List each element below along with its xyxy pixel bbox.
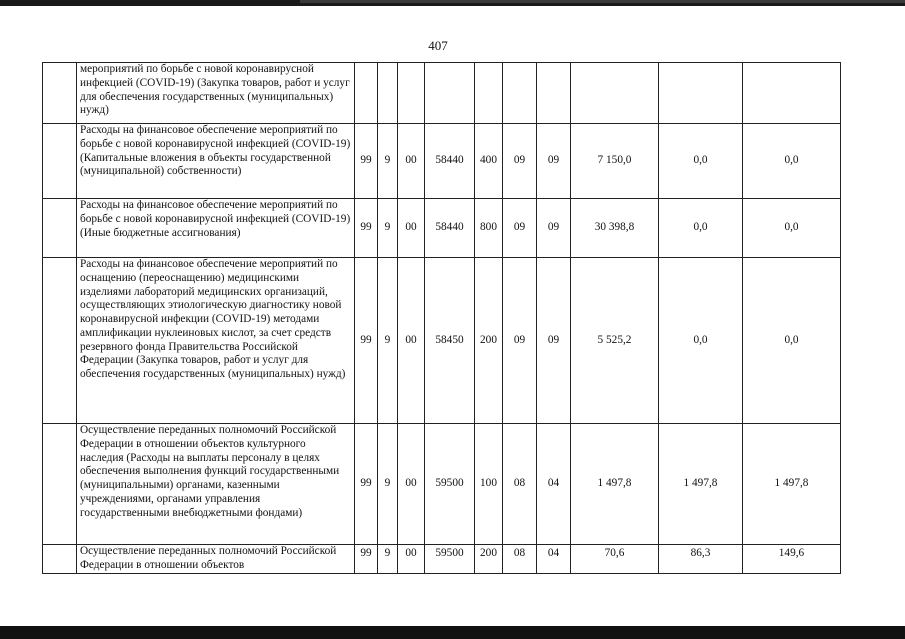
amount-year3-cell: 0,0 [743, 199, 841, 258]
subsection-cell: 04 [537, 545, 571, 574]
description-cell: Расходы на финансовое обеспечение мероприятий по борьбе с новой коронавирусной инфекцией (COVID-19) (Иные бюджетные ассигнования) [77, 199, 355, 258]
main-event-code-cell [398, 63, 425, 124]
main-event-code-cell: 00 [398, 199, 425, 258]
expense-type-cell: 100 [475, 424, 503, 545]
main-event-code-cell: 00 [398, 545, 425, 574]
scan-top-edge-shadow [300, 0, 905, 3]
index-cell [43, 63, 77, 124]
section-cell: 08 [503, 424, 537, 545]
program-code-cell: 99 [355, 199, 378, 258]
description-cell: Осуществление переданных полномочий Российской Федерации в отношении объектов культурного наследия (Расходы на выплаты персоналу в целях обеспечения выполнения функций государственными (муниципальными) органами, казенными учреждениями, органами управления государственными внебюджетными фондами) [77, 424, 355, 545]
amount-year1-cell: 1 497,8 [571, 424, 659, 545]
description-cell: Осуществление переданных полномочий Российской Федерации в отношении объектов [77, 545, 355, 574]
table-row [43, 63, 841, 124]
direction-code-cell: 59500 [425, 424, 475, 545]
program-code-cell: 99 [355, 124, 378, 199]
subprogram-code-cell: 9 [378, 258, 398, 424]
description-cell: Расходы на финансовое обеспечение мероприятий по оснащению (переоснащению) медицинскими изделиями лабораторий медицинских организаций, осуществляющих этиологическую диагностику новой коронавирусной инфекции (COVID-19) методами амплификации нуклеиновых кислот, за счет средств резервного фонда Правительства Российской Федерации (Закупка товаров, работ и услуг для обеспечения государственных (муниципальных) нужд) [77, 258, 355, 424]
subsection-cell: 04 [537, 424, 571, 545]
amount-year1-cell: 5 525,2 [571, 258, 659, 424]
expense-type-cell: 200 [475, 545, 503, 574]
section-cell: 09 [503, 199, 537, 258]
amount-year2-cell: 1 497,8 [659, 424, 743, 545]
subsection-cell: 09 [537, 199, 571, 258]
direction-code-cell: 59500 [425, 545, 475, 574]
amount-year2-cell: 0,0 [659, 199, 743, 258]
budget-table [42, 62, 841, 574]
direction-code-cell: 58450 [425, 258, 475, 424]
amount-year3-cell: 1 497,8 [743, 424, 841, 545]
section-cell: 09 [503, 124, 537, 199]
amount-year2-cell: 0,0 [659, 258, 743, 424]
index-cell [43, 199, 77, 258]
page-number: 407 [428, 38, 448, 53]
amount-year2-cell: 86,3 [659, 545, 743, 574]
amount-year2-cell [659, 63, 743, 124]
main-event-code-cell: 00 [398, 258, 425, 424]
amount-year1-cell: 7 150,0 [571, 124, 659, 199]
subprogram-code-cell: 9 [378, 545, 398, 574]
subsection-cell: 09 [537, 258, 571, 424]
direction-code-cell [425, 63, 475, 124]
program-code-cell: 99 [355, 424, 378, 545]
expense-type-cell: 400 [475, 124, 503, 199]
section-cell: 08 [503, 545, 537, 574]
index-cell [43, 258, 77, 424]
direction-code-cell: 58440 [425, 199, 475, 258]
index-cell [43, 124, 77, 199]
subprogram-code-cell [378, 63, 398, 124]
main-event-code-cell: 00 [398, 424, 425, 545]
table-row [43, 424, 841, 545]
index-cell [43, 545, 77, 574]
program-code-cell: 99 [355, 258, 378, 424]
amount-year1-cell: 30 398,8 [571, 199, 659, 258]
direction-code-cell: 58440 [425, 124, 475, 199]
main-event-code-cell: 00 [398, 124, 425, 199]
subsection-cell: 09 [537, 124, 571, 199]
amount-year1-cell [571, 63, 659, 124]
amount-year3-cell: 0,0 [743, 124, 841, 199]
subprogram-code-cell: 9 [378, 199, 398, 258]
subsection-cell [537, 63, 571, 124]
amount-year2-cell: 0,0 [659, 124, 743, 199]
scan-bottom-edge [0, 626, 905, 639]
section-cell [503, 63, 537, 124]
subprogram-code-cell: 9 [378, 424, 398, 545]
description-cell: Расходы на финансовое обеспечение мероприятий по борьбе с новой коронавирусной инфекцией (COVID-19) (Капитальные вложения в объекты государственной (муниципальной) собственности) [77, 124, 355, 199]
subprogram-code-cell: 9 [378, 124, 398, 199]
amount-year3-cell: 149,6 [743, 545, 841, 574]
table-row [43, 545, 841, 574]
amount-year3-cell [743, 63, 841, 124]
amount-year3-cell: 0,0 [743, 258, 841, 424]
expense-type-cell: 800 [475, 199, 503, 258]
program-code-cell [355, 63, 378, 124]
program-code-cell: 99 [355, 545, 378, 574]
table-row [43, 258, 841, 424]
description-cell: мероприятий по борьбе с новой коронавирусной инфекцией (COVID-19) (Закупка товаров, работ и услуг для обеспечения государственных (муниципальных) нужд) [77, 63, 355, 124]
expense-type-cell: 200 [475, 258, 503, 424]
table-row [43, 124, 841, 199]
table-row [43, 199, 841, 258]
expense-type-cell [475, 63, 503, 124]
section-cell: 09 [503, 258, 537, 424]
index-cell [43, 424, 77, 545]
amount-year1-cell: 70,6 [571, 545, 659, 574]
